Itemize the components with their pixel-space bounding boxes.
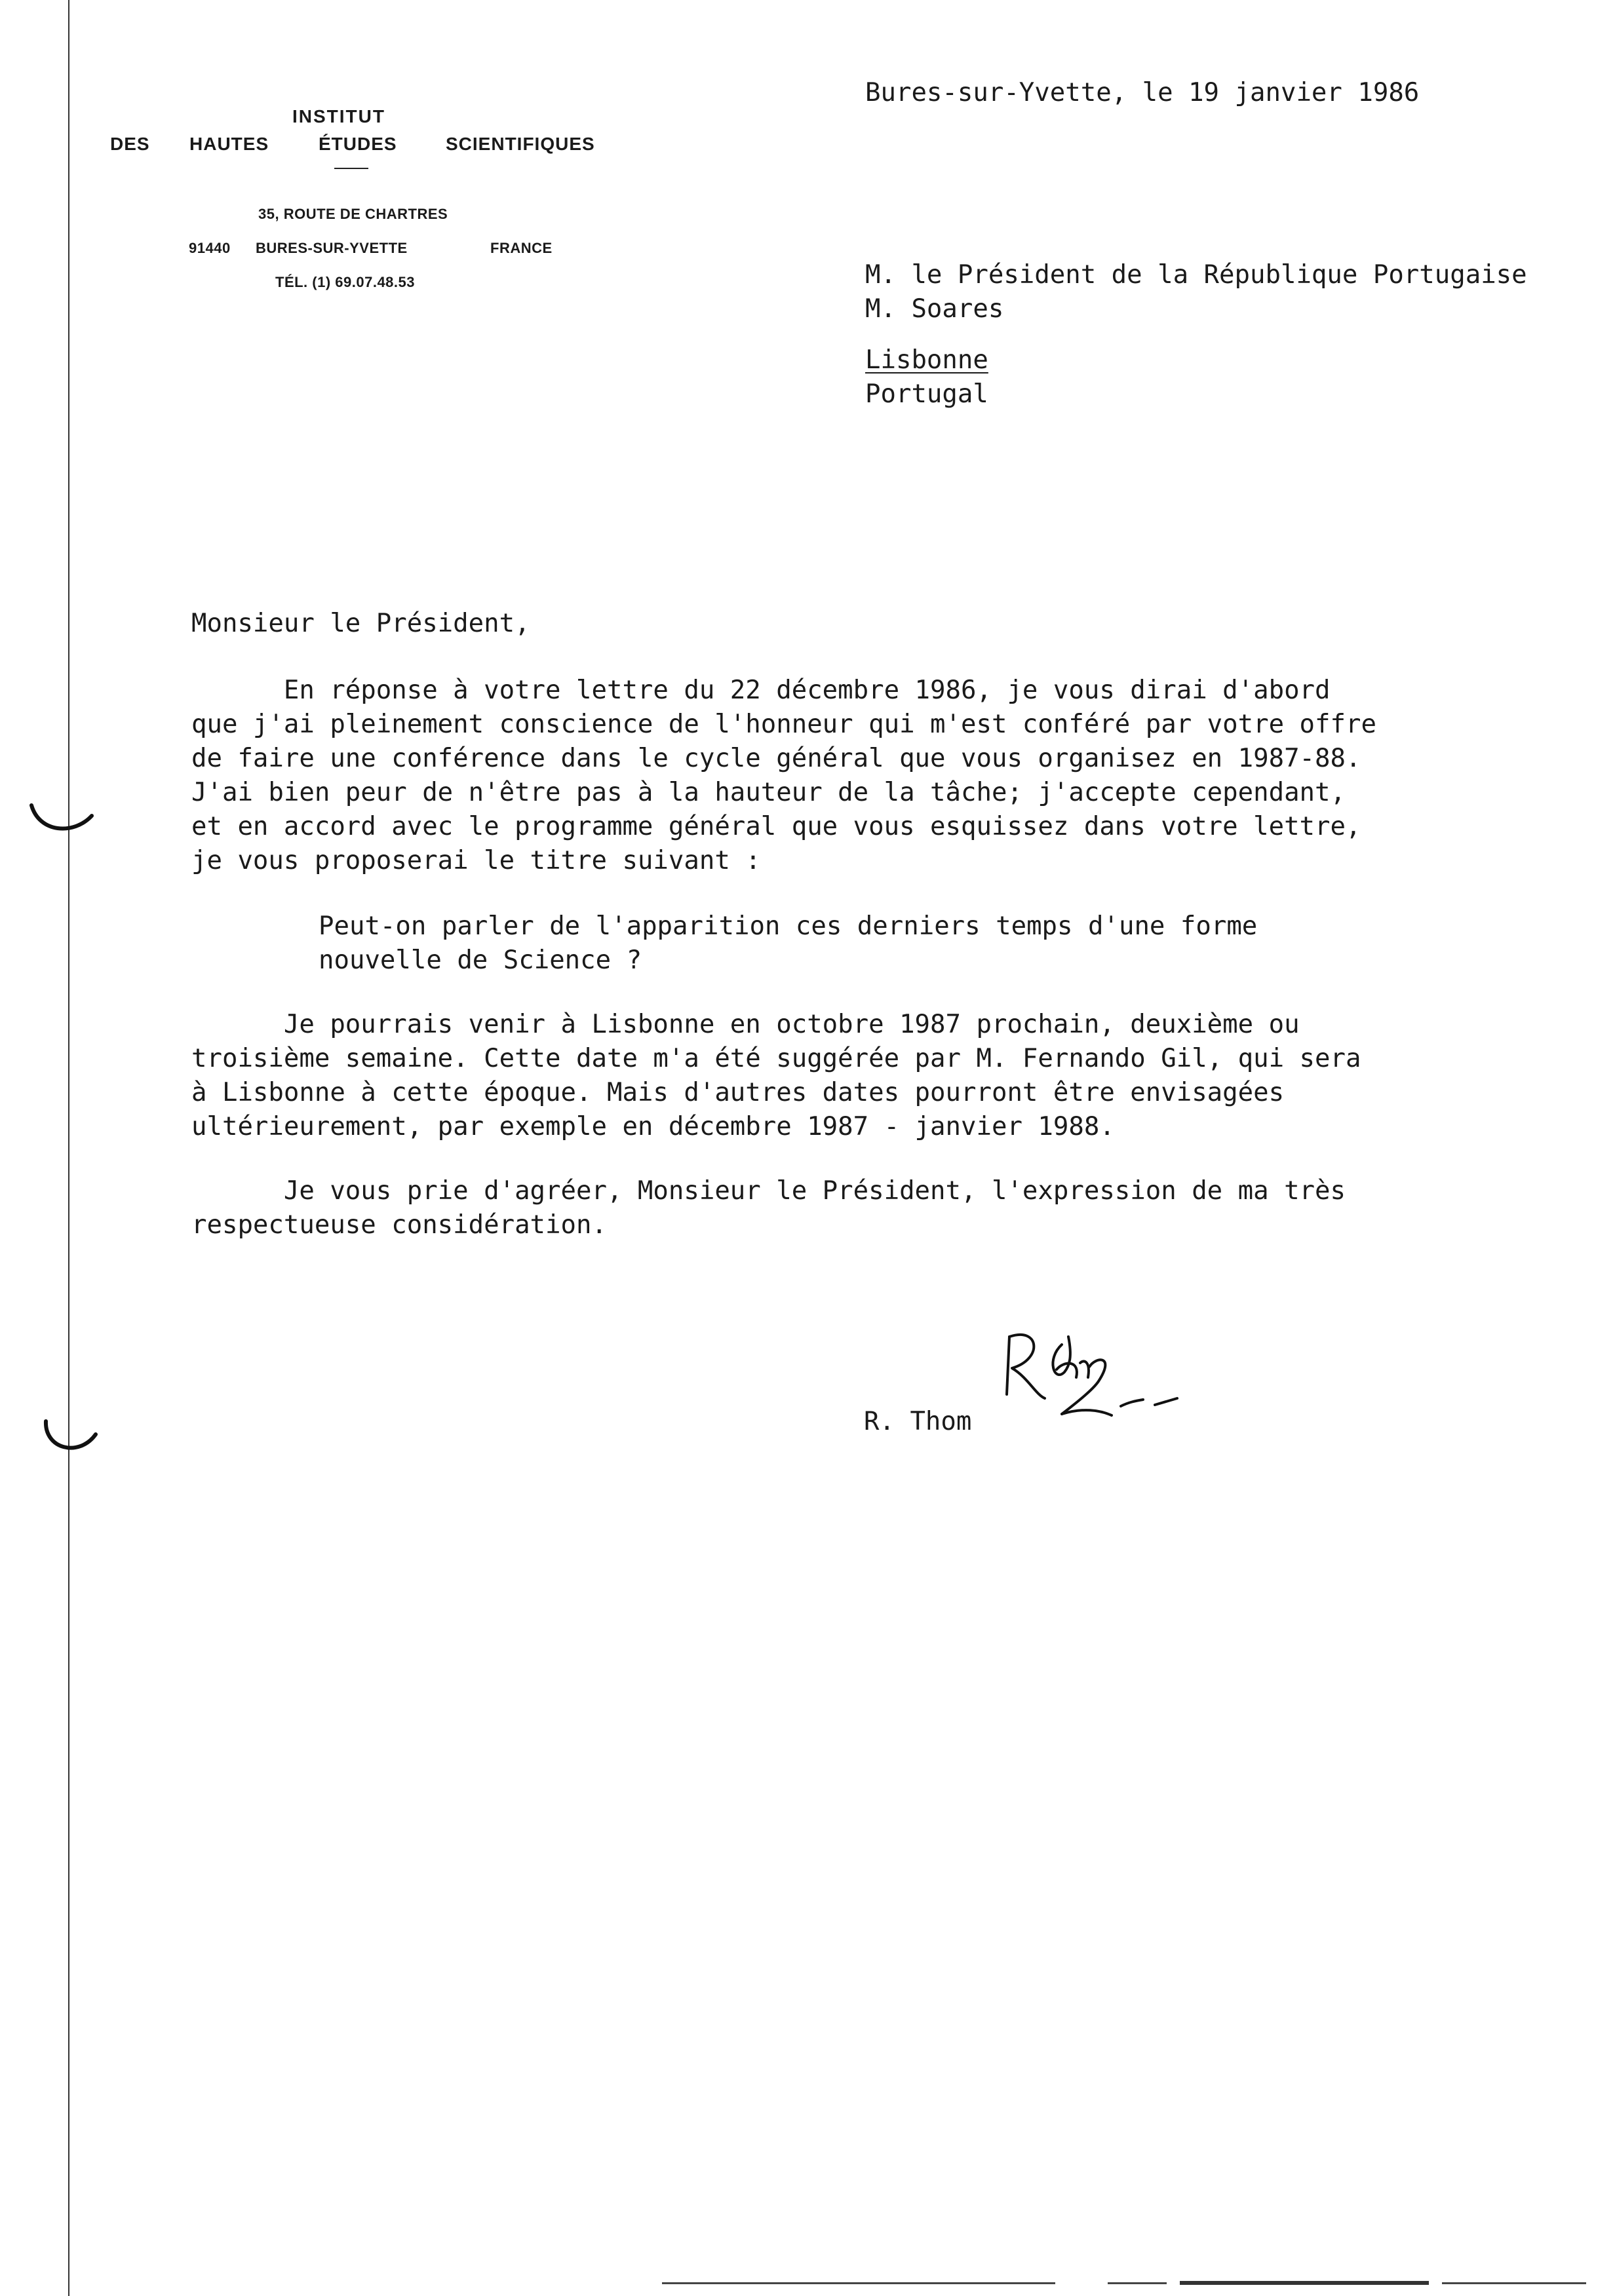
closing-paragraph <box>191 1174 1346 1242</box>
letterhead-etudes: ÉTUDES <box>319 134 397 154</box>
recipient-line-2: M. Soares <box>865 294 1004 324</box>
paragraph-line: ultérieurement, par exemple en décembre 1987 - janvier 1988. <box>191 1112 1115 1141</box>
paragraph-line: et en accord avec le programme général que vous esquissez dans votre lettre, <box>191 812 1361 841</box>
scan-artifact-line <box>1108 2282 1167 2284</box>
signer-name: R. Thom <box>864 1407 972 1436</box>
date-line: Bures-sur-Yvette, le 19 janvier 1986 <box>865 78 1420 107</box>
paragraph-line: Je pourrais venir à Lisbonne en octobre 1987 prochain, deuxième ou <box>191 1010 1300 1039</box>
handwritten-signature-icon <box>983 1317 1199 1448</box>
scan-artifact-line <box>1442 2282 1586 2284</box>
paragraph-line: je vous proposerai le titre suivant : <box>191 846 761 875</box>
proposed-title <box>319 909 1257 978</box>
letterhead-scientifiques: SCIENTIFIQUES <box>446 134 595 154</box>
letterhead-city: BURES-SUR-YVETTE <box>256 240 408 256</box>
page-left-edge <box>68 0 69 2296</box>
paragraph-line: J'ai bien peur de n'être pas à la hauteur de la tâche; j'accepte cependant, <box>191 778 1346 807</box>
closing-line: Je vous prie d'agréer, Monsieur le Président, l'expression de ma très <box>191 1176 1346 1206</box>
letterhead-postcode: 91440 <box>189 240 231 256</box>
body-paragraph-1 <box>191 674 1376 878</box>
scan-artifact-line <box>662 2282 1055 2284</box>
letterhead-phone: TÉL. (1) 69.07.48.53 <box>275 274 415 290</box>
closing-line: respectueuse considération. <box>191 1210 607 1240</box>
letterhead-des: DES <box>110 134 150 154</box>
salutation: Monsieur le Président, <box>191 609 530 638</box>
recipient-line-1: M. le Président de la République Portugaise <box>865 260 1527 290</box>
paragraph-line: à Lisbonne à cette époque. Mais d'autres dates pourront être envisagées <box>191 1078 1285 1107</box>
letterhead-rule <box>334 168 368 169</box>
letterhead-address-street: 35, ROUTE DE CHARTRES <box>258 206 448 222</box>
binding-hole-mark <box>26 796 98 842</box>
letterhead-hautes: HAUTES <box>189 134 269 154</box>
paragraph-line: troisième semaine. Cette date m'a été suggérée par M. Fernando Gil, qui sera <box>191 1044 1361 1073</box>
proposed-title-line: nouvelle de Science ? <box>319 946 642 975</box>
recipient-city: Lisbonne <box>865 345 988 375</box>
letterhead-country: FRANCE <box>490 240 553 256</box>
scan-artifact-line <box>1180 2281 1429 2285</box>
body-paragraph-2 <box>191 1008 1361 1144</box>
binding-hole-mark <box>39 1412 105 1464</box>
proposed-title-line: Peut-on parler de l'apparition ces derniers temps d'une forme <box>319 911 1258 941</box>
paragraph-line: En réponse à votre lettre du 22 décembre 1986, je vous dirai d'abord <box>191 676 1331 705</box>
recipient-country: Portugal <box>865 379 988 409</box>
letterhead-institut: INSTITUT <box>292 106 385 126</box>
paragraph-line: de faire une conférence dans le cycle général que vous organisez en 1987-88. <box>191 744 1361 773</box>
paragraph-line: que j'ai pleinement conscience de l'honneur qui m'est conféré par votre offre <box>191 710 1376 739</box>
